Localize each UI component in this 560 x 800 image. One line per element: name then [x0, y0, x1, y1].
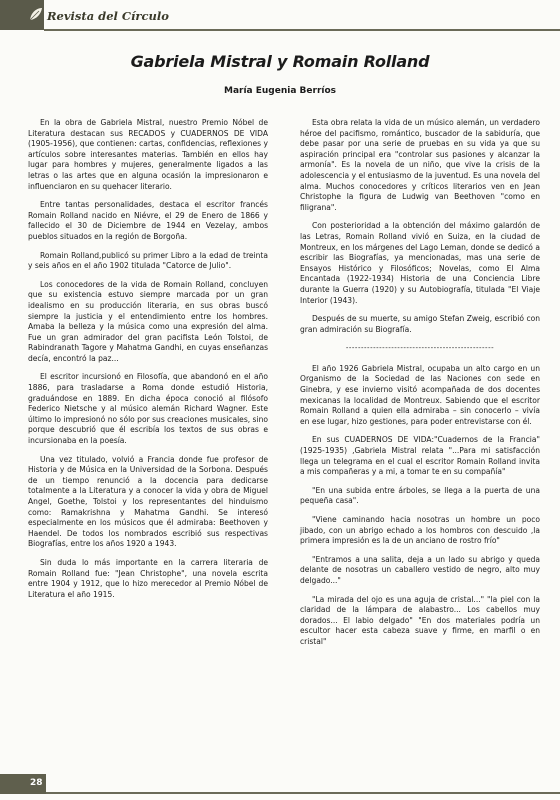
article-author: María Eugenia Berríos: [223, 86, 337, 96]
page-footer: [0, 772, 560, 800]
journal-name: Revista del Círculo: [47, 9, 169, 23]
footer-rule: [46, 792, 560, 794]
quote-paragraph: "La mirada del ojo es una aguja de cristal..." "la piel con la claridad de la lámpara de alabastro... Los cabellos muy dorados... El labio delgado" "En dos materiales podría un escultor hacer esta cabeza suave y firme, en marfil o en cristal": [300, 594, 540, 646]
article-title: Gabriela Mistral y Romain Rolland: [130, 52, 430, 71]
paragraph: Esta obra relata la vida de un músico alemán, un verdadero héroe del pacifismo, romántico, buscador de la sabiduría, que debe pasar por una serie de pruebas en su vida ya que su aspiración principal era "controlar sus pasiones y alcanzar la armonía". Es la novela de un niño, que vive la crisis de la adolescencia y el entusiasmo de la juventud. Es una novela del alma. Muchos conocedores y críticos literarios ven en Jean Christophe la figura de Ludwig van Beethoven "como en filigrana".: [300, 118, 540, 212]
paragraph: Romain Rolland,publicó su primer Libro a la edad de treinta y seis años en el año 1902 titulada "Catorce de Julio".: [28, 250, 268, 271]
paragraph: En sus CUADERNOS DE VIDA:"Cuadernos de la Francia"(1925-1935) ,Gabriela Mistral relata "...Para mi satisfacción llega un telegrama en el cual el escritor Romain Rolland invita a mis compañeras y a mi, a tomar te en su compañía": [300, 435, 540, 477]
quote-paragraph: "Entramos a una salita, deja a un lado su abrigo y queda delante de nosotras un caballero vestido de negro, alto muy delgado...": [300, 554, 540, 585]
section-separator: -------------------------------------------------: [345, 344, 495, 353]
quote-paragraph: "Viene caminando hacia nosotras un hombre un poco jibado, con un abrigo echado a los hombros con descuido ,la primera impresión es la de un anciano de rostro frío": [300, 515, 540, 546]
paragraph: Entre tantas personalidades, destaca el escritor francés Romain Rolland nacido en Niévre, el 29 de Enero de 1866 y fallecido el 30 de Diciembre de 1944 en Vezelay, ambos pueblos situados en la región de Borgoña.: [28, 200, 268, 241]
left-column: [28, 118, 268, 608]
paragraph: Sin duda lo más importante en la carrera literaria de Romain Rolland fue: "Jean Christophe", una novela escrita entre 1904 y 1912, que lo hizo merecedor al Premio Nóbel de Literatura el año 1915.: [28, 557, 268, 599]
paragraph: Después de su muerte, su amigo Stefan Zweig, escribió con gran admiración su Biografía.: [300, 314, 540, 334]
paragraph: En la obra de Gabriela Mistral, nuestro Premio Nóbel de Literatura destacan sus RECADOS y CUADERNOS DE VIDA (1905-1956), que contienen: cartas, confidencias, reflexiones y artículos sobre interesantes materias. También en ellos hay lugar para hombres y mujeres, generalmente ligados a las letras o las artes que en alguna ocasión la impresionaron e influenciaron en su quehacer literario.: [28, 118, 268, 191]
paragraph: Con posterioridad a la obtención del máximo galardón de las Letras, Romain Rolland vivió en Suiza, en la ciudad de Montreux, en los márgenes del Lago Leman, donde se dedicó a escribir las Biografías, ya mencionadas, mas una serie de Ensayos Histórico y Filosóficos; Novelas, como El Alma Encantada (1922-1934) Historia de una Conciencia Libre durante la Guerra (1920) y su Autobiografía, titulada "El Viaje Interior (1943).: [300, 221, 540, 305]
right-column: [300, 118, 540, 656]
paragraph: Los conocedores de la vida de Romain Rolland, concluyen que su existencia estuvo siempre marcada por un gran idealismo en su producción literaria, en sus obras buscó siempre la justicia y el entendimiento entre los hombres. Amaba la belleza y la música como una expresión del alma. Fue un gran admirador del gran pacifista León Tolstoi, de Rabindranath Tagore y Mahatma Gandhi, en cuyas enseñanzas decía, encontró la paz...: [28, 279, 268, 363]
paragraph: Una vez titulado, volvió a Francia donde fue profesor de Historia y de Música en la Universidad de la Sorbona. Después de un tiempo renunció a la docencia para dedicarse totalmente a la Literatura y a conocer la vida y obra de Miguel Angel, Goethe, Tolstoi y los representantes del hinduismo como: Ramakrishna y Mahatma Gandhi. Se interesó especialmente en los músicos que él admiraba: Beethoven y Haendel. De todos los nombrados escribió sus respectivas Biografías, entre los años 1920 a 1943.: [28, 454, 268, 549]
paragraph: El año 1926 Gabriela Mistral, ocupaba un alto cargo en un Organismo de la Sociedad de las Naciones con sede en Ginebra, y ese invierno visitó acompañada de dos docentes mexicanas la localidad de Montreux. Sabiendo que el escritor Romain Rolland a quien ella admiraba – sin conocerlo – vivía en ese lugar, hizo gestiones, para poder entrevistarse con él.: [300, 363, 540, 426]
leaf-icon: [28, 6, 44, 22]
quote-paragraph: "En una subida entre árboles, se llega a la puerta de una pequeña casa".: [300, 485, 540, 506]
header-rule: [44, 29, 560, 31]
page-header: [0, 0, 560, 34]
paragraph: El escritor incursionó en Filosofía, que abandonó en el año 1886, para trasladarse a Roma donde estudió Historia, graduándose en 1889. En dicha época conoció al filósofo Federico Nietsche y al músico alemán Richard Wagner. Este último lo impresionó no sólo por sus creaciones musicales, sino porque descubrió que él escribía los textos de sus obras e incursionaba en la poesía.: [28, 372, 268, 446]
page-number: 28: [30, 778, 43, 788]
